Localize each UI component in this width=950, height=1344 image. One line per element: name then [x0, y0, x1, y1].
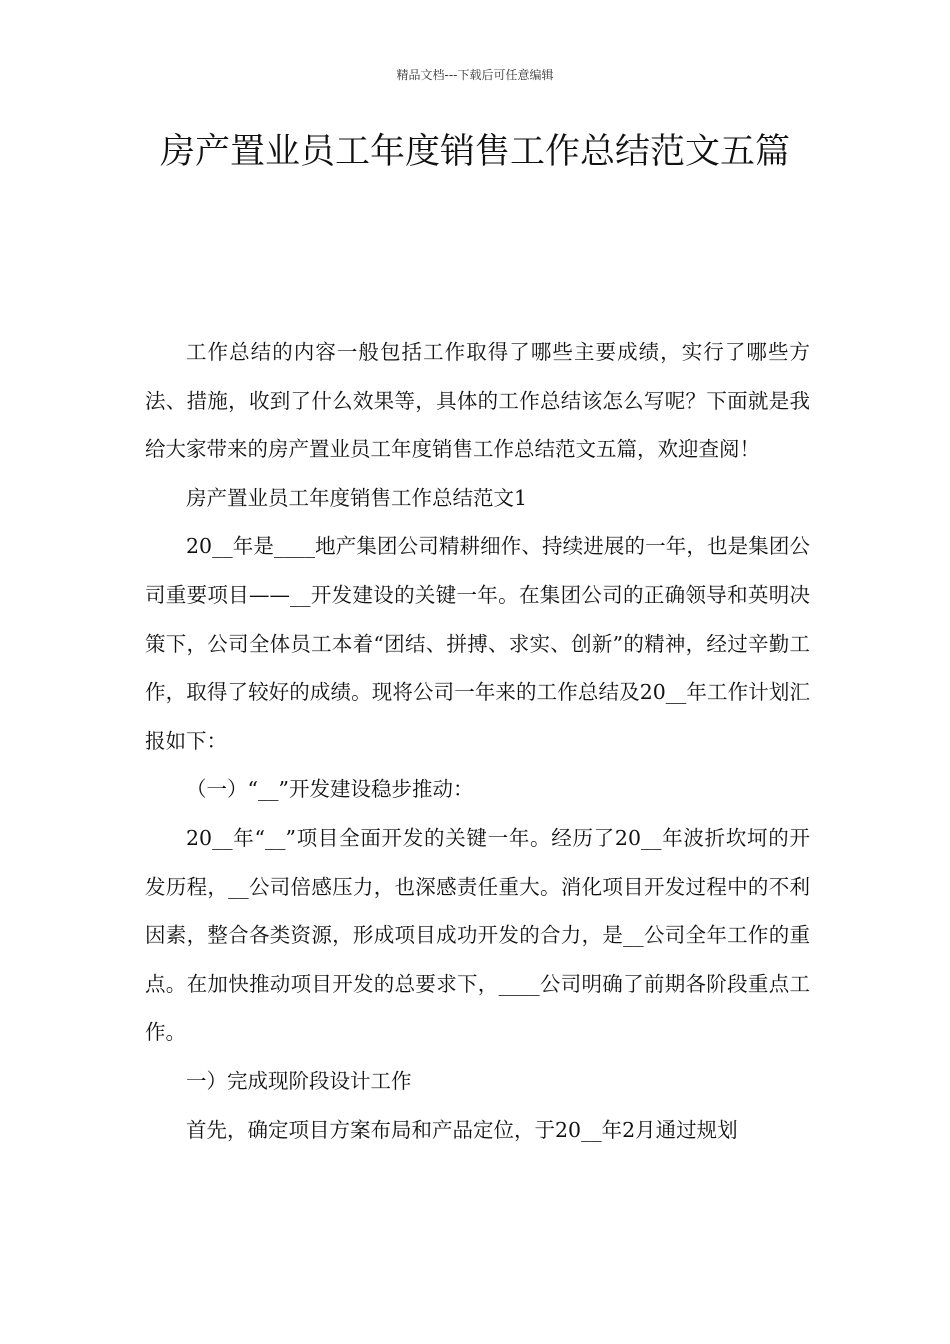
paragraph-section-heading: 房产置业员工年度销售工作总结范文1: [186, 485, 528, 510]
paragraph-project-development: 20__年“__”项目全面开发的关键一年。经历了20__年波折坎坷的开发历程，__公司倍感压力，也深感责任重大。消化项目开发过程中的不利因素，整合各类资源，形成项目成功开发的合力，是__公司全年工作的重点。在加快推动项目开发的总要求下，____公司明确了前期各阶段重点工作。: [145, 825, 810, 1045]
paragraph-subheading-design: 一）完成现阶段设计工作: [186, 1068, 412, 1093]
paragraph-subheading-1: （一）“__”开发建设稳步推动：: [186, 777, 474, 802]
header-note: 精品文档---下载后可任意编辑: [396, 68, 554, 82]
paragraph-overview: 20__年是____地产集团公司精耕细作、持续进展的一年，也是集团公司重要项目——__开发建设的关键一年。在集团公司的正确领导和英明决策下，公司全体员工本着“团结、拼搏、求实、创新”的精神，经过辛勤工作，取得了较好的成绩。现将公司一年来的工作总结及20__年工作计划汇报如下：: [145, 534, 810, 753]
document-body: [145, 328, 810, 1154]
paragraph-design-first: 首先，确定项目方案布局和产品定位，于20__年2月通过规划: [186, 1117, 738, 1142]
paragraph-intro: 工作总结的内容一般包括工作取得了哪些主要成绩，实行了哪些方法、措施，收到了什么效果等，具体的工作总结该怎么写呢？下面就是我给大家带来的房产置业员工年度销售工作总结范文五篇，欢迎查阅！: [145, 340, 810, 462]
document-title: 房产置业员工年度销售工作总结范文五篇: [159, 132, 790, 172]
